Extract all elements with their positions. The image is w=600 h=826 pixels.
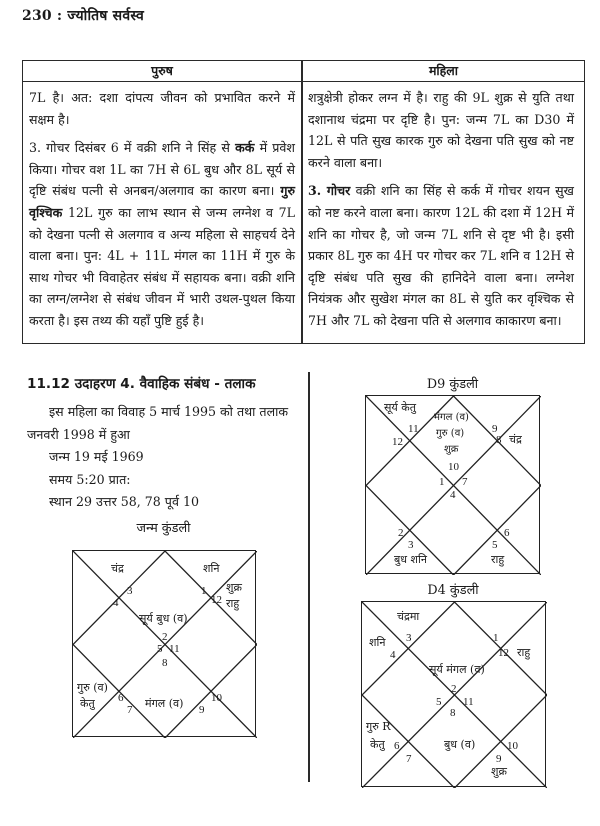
text-segment: वक्री शनि का सिंह से कर्क में गोचर शयन सुख को नष्ट करने वाला बना। कारण 12L की दशा में 12H में शनि का गोचर है, जो जन्म 7L शनि से दृष्ट भी है। इसी प्रकार 8L गुरु का 4H पर गोचर कर 7L शनि व 12H से दृष्टि संबंध पति सुख की हानिदेने वाला बना। लग्नेश नियंत्रक और सुखेश मंगल का 8L से युति कर वृश्चिक से 7H और 7L को देखना पति से अलगाव काकारण बना। bbox=[308, 183, 574, 328]
house-number: 11 bbox=[408, 423, 419, 435]
house-number: 6 bbox=[394, 740, 400, 752]
house-number: 2 bbox=[162, 631, 168, 643]
house-number: 12 bbox=[498, 647, 509, 659]
section-divider bbox=[308, 372, 310, 782]
birth-time: समय 5:20 प्रात: bbox=[49, 471, 131, 487]
comparison-table bbox=[22, 60, 585, 344]
birth-place: स्थान 29 उत्तर 58, 78 पूर्व 10 bbox=[49, 494, 199, 509]
d9-kundli-title: D9 कुंडली bbox=[426, 377, 479, 392]
planet-label: गुरु R bbox=[366, 720, 391, 733]
house-number: 11 bbox=[169, 643, 180, 655]
house-number: 4 bbox=[113, 597, 119, 609]
house-number: 1 bbox=[493, 632, 499, 644]
column-divider bbox=[301, 61, 303, 343]
bold-term: गुरु वृश्चिक bbox=[29, 183, 295, 220]
house-number: 7 bbox=[406, 753, 412, 765]
house-number: 12 bbox=[211, 594, 222, 606]
janma-kundli-title: जन्म कुंडली bbox=[136, 521, 191, 536]
house-number: 4 bbox=[390, 649, 396, 661]
planet-label: केतु bbox=[370, 738, 385, 751]
house-number: 7 bbox=[462, 476, 468, 488]
janma-kundli-chart bbox=[72, 550, 256, 737]
house-number: 3 bbox=[127, 585, 133, 597]
house-number: 6 bbox=[118, 692, 124, 704]
house-number: 11 bbox=[463, 696, 474, 708]
house-number: 3 bbox=[408, 539, 414, 551]
house-number: 5 bbox=[157, 643, 163, 655]
planet-label: बुध शनि bbox=[394, 553, 427, 566]
planet-label: सूर्य मंगल (व) bbox=[429, 663, 485, 676]
planet-label: राहु bbox=[491, 553, 505, 566]
house-number: 1 bbox=[201, 585, 207, 597]
house-number: 10 bbox=[507, 740, 518, 752]
male-paragraph-2 bbox=[29, 137, 295, 331]
male-paragraph-1: 7L है। अत: दशा दांपत्य जीवन को प्रभावित करने में सक्षम है। bbox=[29, 90, 295, 127]
header-male: पुरुष bbox=[151, 63, 173, 78]
house-number: 4 bbox=[450, 489, 456, 501]
planet-label: केतु bbox=[80, 697, 95, 710]
planet-label: सूर्य केतु bbox=[384, 401, 417, 414]
house-number: 8 bbox=[162, 657, 168, 669]
planet-label: मंगल (व) bbox=[145, 697, 184, 710]
example-details bbox=[27, 401, 305, 514]
female-paragraph-1: शत्रुक्षेत्री होकर लग्न में है। राहु की 9L शुक्र से युति तथा दशानाथ चंद्रमा पर दृष्टि है। पुन: जन्म 7L का D30 में 12L से पति सुख कारक गुरु को देखना पति सुख को नष्ट करने वाला बना। bbox=[308, 90, 574, 170]
house-number: 8 bbox=[496, 434, 502, 446]
planet-label: राहु bbox=[517, 646, 531, 659]
kundli-grid-lines bbox=[362, 602, 547, 788]
header-female: महिला bbox=[428, 63, 459, 78]
text-segment: में प्रवेश किया। गोचर वश 1L का 7H से 6L बुध और 8L सूर्य से दृष्टि संबंध पत्नी से अनबन/अलगाव का कारण बना। bbox=[29, 140, 295, 199]
house-number: 10 bbox=[211, 692, 222, 704]
female-column bbox=[308, 87, 574, 339]
planet-label: शुक्र bbox=[444, 444, 459, 455]
d4-kundli-title: D4 कुंडली bbox=[427, 583, 479, 598]
house-number: 2 bbox=[451, 683, 457, 695]
house-number: 1 bbox=[439, 476, 445, 488]
text-segment: 12L गुरु का लाभ स्थान से जन्म लग्नेश व 7L को देखना पत्नी से अलगाव व अन्य महिला से साहचर्य देने वाला बना। पुन: 4L + 11L मंगल का 11H में गुरु के साथ गोचर भी विवाहेतर संबंध में सहायक बना। वक्री शनि का लग्न/लग्नेश से संबंध जीवन में भारी उथल-पुथल किया करता है। इस तथ्य की यहाँ पुष्टि हुई है। bbox=[29, 204, 295, 328]
page-header: 230 : ज्योतिष सर्वस्व bbox=[22, 8, 144, 24]
bold-term: 3. गोचर bbox=[308, 183, 351, 199]
birth-date: जन्म 19 मई 1969 bbox=[49, 449, 144, 464]
house-number: 9 bbox=[492, 423, 498, 435]
text-segment: 3. गोचर दिसंबर 6 में वक्री शनि ने सिंह से bbox=[29, 140, 236, 156]
planet-label: चंद्रमा bbox=[397, 610, 420, 623]
house-number: 12 bbox=[392, 436, 403, 448]
planet-label: चंद्र bbox=[111, 562, 124, 575]
house-number: 2 bbox=[398, 527, 404, 539]
house-number: 9 bbox=[199, 704, 205, 716]
intro-line-1: इस महिला का विवाह 5 मार्च 1995 को तथा तलाक bbox=[49, 404, 289, 419]
planet-label: मंगल (व) bbox=[434, 412, 469, 423]
house-number: 3 bbox=[406, 632, 412, 644]
d9-kundli-chart bbox=[365, 395, 540, 574]
planet-label: गुरु (व) bbox=[436, 428, 465, 439]
planet-label: गुरु (व) bbox=[77, 681, 108, 694]
house-number: 5 bbox=[436, 696, 442, 708]
planet-label: शनि bbox=[203, 562, 220, 575]
planet-label: शुक्र bbox=[491, 765, 507, 778]
house-number: 6 bbox=[504, 527, 510, 539]
planet-label: राहु bbox=[226, 597, 240, 610]
table-header-row bbox=[23, 61, 584, 82]
house-number: 7 bbox=[127, 704, 133, 716]
intro-line-2: जनवरी 1998 में हुआ bbox=[27, 426, 130, 442]
section-title: 11.12 उदाहरण 4. वैवाहिक संबंध - तलाक bbox=[27, 376, 256, 392]
male-column bbox=[29, 87, 295, 339]
bold-term: कर्क bbox=[235, 140, 255, 156]
planet-label: शनि bbox=[369, 636, 386, 649]
planet-label: शुक्र bbox=[226, 581, 242, 594]
planet-label: चंद्र bbox=[509, 433, 522, 446]
planet-label: सूर्य बुध (व) bbox=[139, 612, 188, 625]
house-number: 10 bbox=[448, 461, 459, 473]
d4-kundli-chart bbox=[361, 601, 546, 787]
house-number: 9 bbox=[496, 753, 502, 765]
planet-label: बुध (व) bbox=[444, 738, 476, 751]
female-paragraph-2 bbox=[308, 180, 574, 331]
house-number: 5 bbox=[492, 539, 498, 551]
house-number: 8 bbox=[450, 707, 456, 719]
